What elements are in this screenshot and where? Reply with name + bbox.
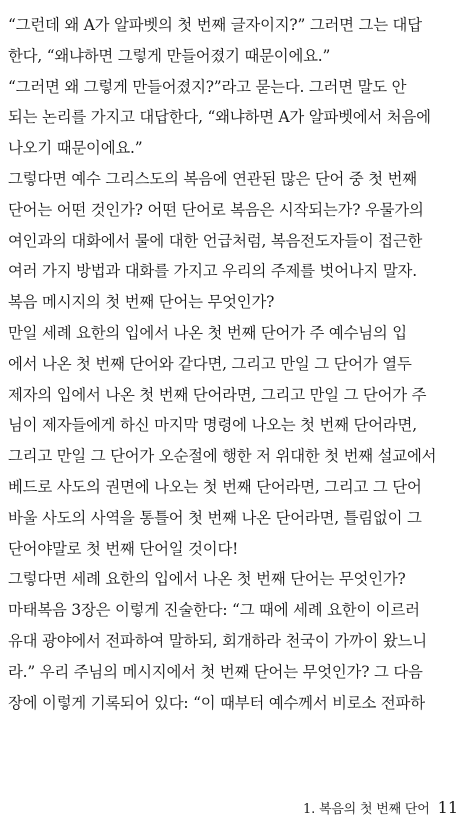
page-footer bbox=[303, 798, 458, 822]
page-number: 11 bbox=[437, 798, 458, 817]
text-line: 유대 광야에서 전파하여 말하되, 회개하라 천국이 가까이 왔느니 bbox=[8, 631, 427, 650]
text-line: 제자의 입에서 나온 첫 번째 단어라면, 그리고 만일 그 단어가 주 bbox=[8, 385, 427, 404]
text-line: 만일 세례 요한의 입에서 나온 첫 번째 단어가 주 예수님의 입 bbox=[8, 323, 407, 342]
chapter-label: 1. 복음의 첫 번째 단어 bbox=[303, 802, 430, 817]
text-line: 복음 메시지의 첫 번째 단어는 무엇인가? bbox=[8, 293, 275, 312]
text-line: 여러 가지 방법과 대화를 가지고 우리의 주제를 벗어나지 말자. bbox=[8, 262, 417, 281]
text-line: 라.” 우리 주님의 메시지에서 첫 번째 단어는 무엇인가? 그 다음 bbox=[8, 662, 423, 681]
text-line: 마태복음 3장은 이렇게 진술한다: “그 때에 세례 요한이 이르러 bbox=[8, 601, 420, 620]
text-line: “그러면 왜 그렇게 만들어졌지?”라고 묻는다. 그러면 말도 안 bbox=[8, 77, 407, 96]
text-line: 한다, “왜냐하면 그렇게 만들어졌기 때문이에요.” bbox=[8, 46, 331, 65]
text-line: 베드로 사도의 권면에 나오는 첫 번째 단어라면, 그리고 그 단어 bbox=[8, 477, 422, 496]
text-line: 그렇다면 예수 그리스도의 복음에 연관된 많은 단어 중 첫 번째 bbox=[8, 169, 417, 188]
text-line: 님이 제자들에게 하신 마지막 명령에 나오는 첫 번째 단어라면, bbox=[8, 416, 417, 435]
text-line: 단어야말로 첫 번째 단어일 것이다! bbox=[8, 539, 239, 558]
text-line: 되는 논리를 가지고 대답한다, “왜냐하면 A가 알파벳에서 처음에 bbox=[8, 108, 431, 127]
text-line: 바울 사도의 사역을 통틀어 첫 번째 나온 단어라면, 틀림없이 그 bbox=[8, 508, 422, 527]
body-text bbox=[8, 10, 460, 718]
text-line: 여인과의 대화에서 물에 대한 언급처럼, 복음전도자들이 접근한 bbox=[8, 231, 423, 250]
text-line: 나오기 때문이에요.” bbox=[8, 139, 143, 158]
text-line: 장에 이렇게 기록되어 있다: “이 때부터 예수께서 비로소 전파하 bbox=[8, 693, 425, 712]
text-line: “그런데 왜 A가 알파벳의 첫 번째 글자이지?” 그러면 그는 대답 bbox=[8, 16, 422, 34]
text-line: 그렇다면 세례 요한의 입에서 나온 첫 번째 단어는 무엇인가? bbox=[8, 570, 406, 589]
text-line: 그리고 만일 그 단어가 오순절에 행한 저 위대한 첫 번째 설교에서 bbox=[8, 447, 437, 466]
text-line: 단어는 어떤 것인가? 어떤 단어로 복음은 시작되는가? 우물가의 bbox=[8, 200, 424, 219]
text-line: 에서 나온 첫 번째 단어와 같다면, 그리고 만일 그 단어가 열두 bbox=[8, 354, 412, 373]
